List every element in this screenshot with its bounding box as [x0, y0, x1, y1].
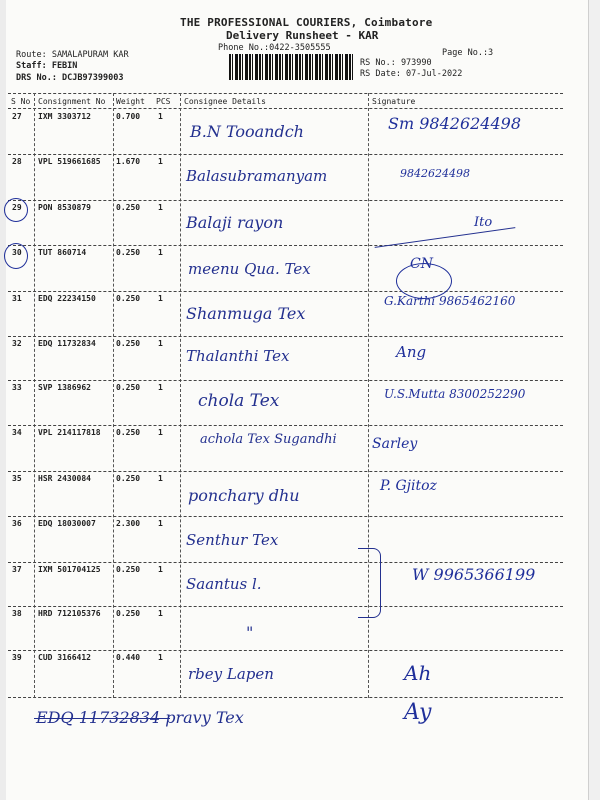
row-divider [8, 516, 563, 517]
row-pcs: 1 [158, 474, 163, 483]
handwritten-circle-mark [4, 198, 28, 222]
row-sno: 34 [12, 428, 22, 437]
row-consignee-handwritten: " [246, 623, 254, 642]
footer-note-strike [34, 718, 170, 719]
row-pcs: 1 [158, 203, 163, 212]
row-divider [8, 380, 563, 381]
phone-number: Phone No.:0422-3505555 [218, 43, 331, 53]
row-consignment-no: VPL 214117818 [38, 428, 101, 437]
table-top-rule [8, 93, 563, 94]
row-consignee-handwritten: achola Tex Sugandhi [200, 432, 337, 447]
row-sno: 35 [12, 474, 22, 483]
row-consignee-handwritten: Balasubramanyam [186, 167, 328, 185]
row-pcs: 1 [158, 653, 163, 662]
row-consignee-handwritten: Shanmuga Tex [186, 304, 306, 323]
row-divider [8, 650, 563, 651]
row-pcs: 1 [158, 383, 163, 392]
column-header-consignee: Consignee Details [184, 97, 266, 106]
row-signature: P. Gjitoz [380, 478, 437, 494]
row-pcs: 1 [158, 609, 163, 618]
row-pcs: 1 [158, 565, 163, 574]
paper-edge [588, 0, 600, 800]
handwritten-circle-mark [4, 243, 28, 269]
row-divider [8, 200, 563, 201]
row-consignment-no: HSR 2430084 [38, 474, 91, 483]
row-signature: Ito [474, 215, 493, 230]
row-consignee-handwritten: Balaji rayon [186, 213, 284, 232]
row-consignee-handwritten: Senthur Tex [186, 531, 279, 549]
row-divider [8, 336, 563, 337]
row-signature: Sm 9842624498 [388, 114, 522, 133]
row-pcs: 1 [158, 248, 163, 257]
handwritten-circle-mark [396, 263, 452, 299]
row-signature: Ang [396, 343, 427, 361]
row-weight: 0.250 [116, 383, 141, 392]
row-consignee-handwritten: chola Tex [198, 391, 280, 411]
row-sno: 28 [12, 157, 22, 166]
rs-number: RS No.: 973990 [360, 58, 432, 68]
row-weight: 2.300 [116, 519, 141, 528]
row-divider [8, 562, 563, 563]
row-sno: 36 [12, 519, 22, 528]
row-divider [8, 245, 563, 246]
column-header-signature: Signature [372, 97, 416, 106]
document-subtitle: Delivery Runsheet - KAR [226, 29, 379, 42]
rs-date: RS Date: 07-Jul-2022 [360, 69, 463, 79]
row-consignment-no: HRD 712105376 [38, 609, 101, 618]
row-consignee-handwritten: meenu Qua. Tex [188, 260, 311, 278]
row-divider [8, 471, 563, 472]
row-consignee-handwritten: B.N Tooandch [190, 122, 304, 141]
row-signature: W 9965366199 [412, 565, 536, 584]
row-weight: 0.700 [116, 112, 141, 121]
row-consignment-no: PON 8530879 [38, 203, 91, 212]
drs-number: DRS No.: DCJB97399003 [16, 73, 124, 83]
row-sno: 30 [12, 248, 22, 257]
row-sno: 29 [12, 203, 22, 212]
row-sno: 37 [12, 565, 22, 574]
row-weight: 0.250 [116, 565, 141, 574]
row-sno: 32 [12, 339, 22, 348]
row-consignment-no: IXM 3303712 [38, 112, 91, 121]
row-sno: 33 [12, 383, 22, 392]
row-weight: 0.250 [116, 203, 141, 212]
column-divider [180, 93, 181, 698]
row-weight: 0.250 [116, 248, 141, 257]
row-weight: 0.250 [116, 609, 141, 618]
row-pcs: 1 [158, 519, 163, 528]
row-pcs: 1 [158, 339, 163, 348]
column-header-weight: Weight [116, 97, 145, 106]
row-signature: Sarley [372, 436, 418, 452]
row-signature: Ah [404, 661, 432, 685]
page-number: Page No.:3 [442, 48, 494, 58]
handwritten-bracket [358, 548, 381, 618]
row-sno: 31 [12, 294, 22, 303]
row-weight: 1.670 [116, 157, 141, 166]
row-consignee-handwritten: ponchary dhu [188, 486, 300, 505]
staff-label: Staff: FEBIN [16, 61, 78, 71]
row-consignment-no: EDQ 18030007 [38, 519, 96, 528]
row-divider [8, 291, 563, 292]
row-signature: G.Karthi 9865462160 [384, 294, 516, 308]
row-consignment-no: CUD 3166412 [38, 653, 91, 662]
row-weight: 0.250 [116, 339, 141, 348]
row-signature: 9842624498 [400, 167, 470, 180]
barcode [229, 54, 353, 80]
column-divider [34, 93, 35, 698]
column-divider [113, 93, 114, 698]
table-bottom-rule [8, 697, 563, 698]
footer-handwritten-note: EDQ 11732834 pravy Tex [36, 708, 244, 727]
row-consignee-handwritten: rbey Lapen [188, 665, 274, 683]
row-consignment-no: SVP 1386962 [38, 383, 91, 392]
row-weight: 0.250 [116, 428, 141, 437]
row-sno: 39 [12, 653, 22, 662]
row-weight: 0.250 [116, 474, 141, 483]
column-header-consignment: Consignment No [38, 97, 106, 106]
row-signature: CN [410, 256, 433, 272]
row-pcs: 1 [158, 157, 163, 166]
row-consignment-no: VPL 519661685 [38, 157, 101, 166]
row-divider [8, 606, 563, 607]
row-pcs: 1 [158, 294, 163, 303]
row-divider [8, 154, 563, 155]
row-consignment-no: EDQ 11732834 [38, 339, 96, 348]
row-weight: 0.440 [116, 653, 141, 662]
row-pcs: 1 [158, 428, 163, 437]
row-consignment-no: TUT 860714 [38, 248, 87, 257]
row-sno: 27 [12, 112, 22, 121]
row-consignment-no: IXM 501704125 [38, 565, 101, 574]
row-pcs: 1 [158, 112, 163, 121]
row-consignee-handwritten: Saantus l. [186, 575, 262, 593]
row-divider [8, 425, 563, 426]
route-label: Route: SAMALAPURAM KAR [16, 50, 129, 60]
footer-signature: Ay [404, 700, 432, 725]
row-consignee-handwritten: Thalanthi Tex [186, 347, 290, 365]
document-title: THE PROFESSIONAL COURIERS, Coimbatore [180, 16, 433, 29]
row-sno: 38 [12, 609, 22, 618]
column-header-sno: S No [11, 97, 31, 106]
row-weight: 0.250 [116, 294, 141, 303]
row-consignment-no: EDQ 22234150 [38, 294, 96, 303]
scan-edge [0, 0, 6, 800]
column-header-pcs: PCS [156, 97, 171, 106]
table-header-rule [8, 108, 563, 109]
row-signature: U.S.Mutta 8300252290 [384, 387, 526, 401]
